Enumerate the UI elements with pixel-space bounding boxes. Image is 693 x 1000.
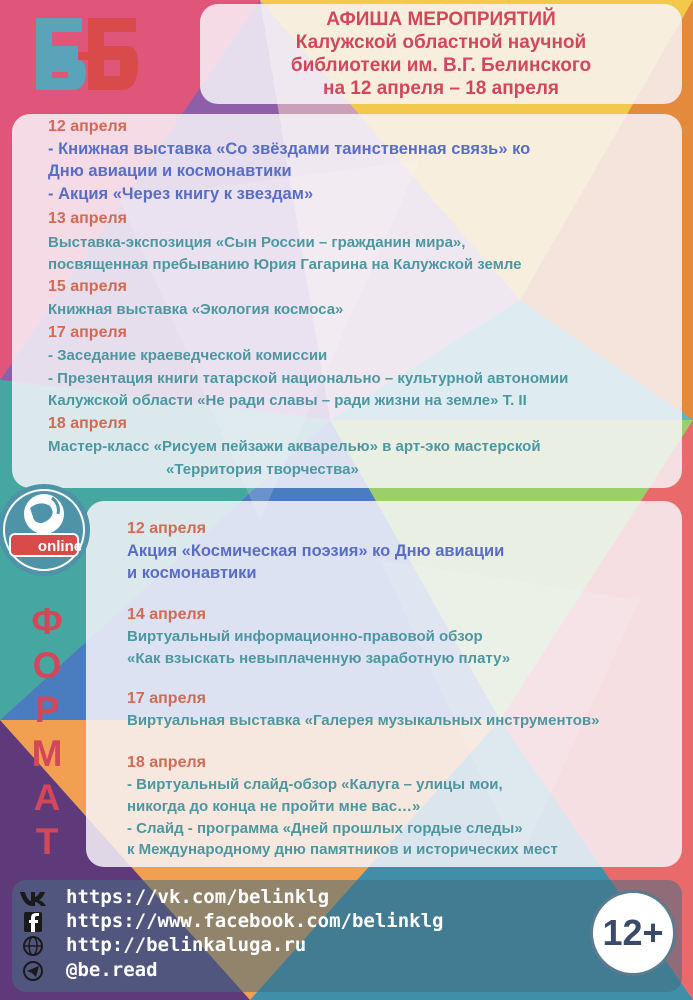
event-text: «Территория творчества»	[166, 461, 359, 478]
format-letter: Р	[34, 689, 60, 730]
title-line: библиотеки им. В.Г. Белинского	[290, 55, 592, 76]
event-title: Дню авиации и космонавтики	[48, 162, 292, 180]
event-date: 18 апреля	[48, 415, 127, 432]
format-letter: А	[33, 777, 61, 818]
format-letter: Ф	[31, 601, 63, 642]
event-text: к Международному дню памятников и исторических мест	[127, 841, 558, 858]
event-title: - Акция «Через книгу к звездам»	[48, 185, 314, 203]
format-label	[28, 600, 66, 864]
vk-link[interactable]: https://vk.com/belinklg	[66, 886, 330, 908]
event-title: и космонавтики	[127, 564, 257, 582]
event-text: - Виртуальный слайд-обзор «Калуга – улицы мои,	[127, 776, 503, 793]
event-date: 12 апреля	[127, 520, 206, 537]
facebook-icon[interactable]	[18, 912, 48, 932]
event-text: Виртуальная выставка «Галерея музыкальных инструментов»	[127, 712, 600, 729]
online-badge-label: online	[37, 538, 83, 555]
age-rating-badge: 12+	[590, 890, 676, 976]
facebook-link[interactable]: https://www.facebook.com/belinklg	[66, 910, 444, 932]
event-text: «Как взыскать невыплаченную заработную плату»	[127, 650, 511, 667]
event-text: Виртуальный информационно-правовой обзор	[127, 628, 483, 645]
event-title: Акция «Космическая поэзия» ко Дню авиации	[127, 542, 505, 560]
event-date: 14 апреля	[127, 606, 206, 623]
event-text: посвященная пребыванию Юрия Гагарина на Калужской земле	[48, 256, 522, 273]
page-title	[200, 8, 682, 100]
event-date: 18 апреля	[127, 754, 206, 771]
format-letter: М	[31, 733, 63, 774]
format-letter: Т	[35, 821, 59, 862]
online-badge	[0, 470, 96, 590]
event-date: 12 апреля	[48, 118, 127, 135]
format-letter: О	[32, 645, 62, 686]
event-date: 17 апреля	[48, 324, 127, 341]
event-text: Мастер-класс «Рисуем пейзажи акварелью» в арт-эко мастерской	[48, 438, 541, 455]
event-text: Книжная выставка «Экология космоса»	[48, 301, 344, 318]
globe-icon	[24, 494, 64, 534]
event-text: - Презентация книги татарской национально – культурной автономии	[48, 370, 569, 387]
telegram-icon[interactable]	[18, 961, 48, 981]
vk-icon[interactable]	[18, 888, 48, 908]
title-line: на 12 апреля – 18 апреля	[322, 78, 559, 99]
web-globe-icon[interactable]	[18, 936, 48, 956]
website-link[interactable]: http://belinkaluga.ru	[66, 934, 307, 956]
library-logo	[32, 12, 140, 96]
title-line: Калужской областной научной	[295, 32, 587, 53]
event-text: - Слайд - программа «Дней прошлых гордые следы»	[127, 820, 523, 837]
event-date: 13 апреля	[48, 210, 127, 227]
event-text: никогда до конца не пройти мне вас…»	[127, 798, 421, 815]
event-date: 15 апреля	[48, 278, 127, 295]
title-line: АФИША МЕРОПРИЯТИЙ	[326, 9, 556, 30]
event-text: - Заседание краеведческой комиссии	[48, 347, 328, 364]
event-text: Выставка-экспозиция «Сын России – гражданин мира»,	[48, 234, 466, 251]
event-text: Калужской области «Не ради славы – ради жизни на земле» Т. II	[48, 392, 527, 409]
event-title: - Книжная выставка «Со звёздами таинственная связь» ко	[48, 140, 531, 158]
event-date: 17 апреля	[127, 690, 206, 707]
telegram-link[interactable]: @be.read	[66, 959, 158, 981]
